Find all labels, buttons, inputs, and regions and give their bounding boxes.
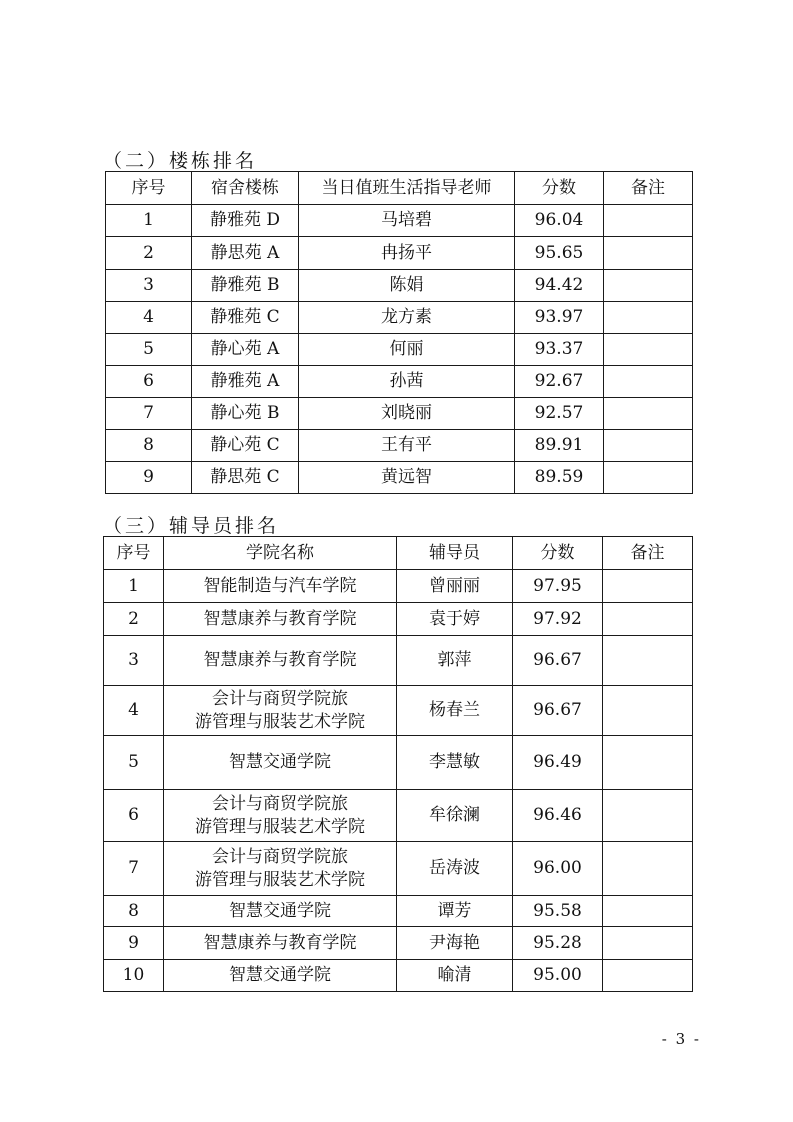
cell-person: 刘晓丽 [299,398,515,430]
cell-remarks [604,302,693,334]
cell-remarks [603,927,693,960]
cell-person: 马培碧 [299,205,515,237]
cell-score: 92.57 [515,398,604,430]
header-score: 分数 [513,537,603,570]
section-3-heading: （三）辅导员排名 [103,515,280,537]
cell-person: 陈娟 [299,270,515,302]
cell-index: 6 [106,366,192,398]
table-row [106,366,693,398]
cell-name: 静雅苑 B [192,270,299,302]
cell-name: 静雅苑 C [192,302,299,334]
cell-index: 5 [106,334,192,366]
cell-score: 94.42 [515,270,604,302]
cell-score: 96.00 [513,842,603,896]
cell-score: 95.65 [515,237,604,270]
cell-index: 1 [106,205,192,237]
cell-person: 谭芳 [397,896,513,927]
table-row [104,842,693,896]
cell-score: 89.59 [515,462,604,494]
cell-score: 93.97 [515,302,604,334]
cell-remarks [603,960,693,992]
cell-score: 96.46 [513,790,603,842]
cell-name: 静心苑 B [192,398,299,430]
cell-remarks [604,398,693,430]
table-row [106,237,693,270]
counselor-ranking-body [104,570,693,992]
cell-remarks [604,430,693,462]
cell-name: 静雅苑 A [192,366,299,398]
table-row [104,636,693,686]
cell-remarks [603,603,693,636]
cell-name: 静思苑 C [192,462,299,494]
cell-name: 会计与商贸学院旅 游管理与服装艺术学院 [164,686,397,736]
cell-index: 1 [104,570,164,603]
cell-remarks [603,842,693,896]
table-row [104,686,693,736]
table-row [104,736,693,790]
header-remarks: 备注 [603,537,693,570]
cell-name: 智慧交通学院 [164,896,397,927]
table-header-row [106,172,693,205]
table-row [106,334,693,366]
table-row [106,398,693,430]
cell-person: 孙茜 [299,366,515,398]
cell-person: 牟徐澜 [397,790,513,842]
cell-person: 曾丽丽 [397,570,513,603]
cell-index: 2 [106,237,192,270]
building-ranking-body [106,205,693,494]
header-index: 序号 [104,537,164,570]
cell-remarks [603,896,693,927]
table-row [106,205,693,237]
cell-name: 静雅苑 D [192,205,299,237]
cell-person: 龙方素 [299,302,515,334]
table-header-row [104,537,693,570]
header-counselor: 辅导员 [397,537,513,570]
cell-name: 静思苑 A [192,237,299,270]
cell-remarks [604,334,693,366]
cell-person: 李慧敏 [397,736,513,790]
cell-index: 7 [106,398,192,430]
cell-person: 尹海艳 [397,927,513,960]
header-index: 序号 [106,172,192,205]
table-row [106,462,693,494]
cell-index: 3 [104,636,164,686]
cell-index: 6 [104,790,164,842]
cell-remarks [603,790,693,842]
cell-index: 2 [104,603,164,636]
cell-remarks [604,237,693,270]
table-row [104,896,693,927]
header-remarks: 备注 [604,172,693,205]
cell-person: 郭萍 [397,636,513,686]
cell-name: 智慧交通学院 [164,960,397,992]
header-college: 学院名称 [164,537,397,570]
cell-score: 97.95 [513,570,603,603]
section-2-heading: （二）楼栋排名 [103,150,258,172]
cell-person: 喻清 [397,960,513,992]
cell-index: 10 [104,960,164,992]
cell-index: 4 [104,686,164,736]
cell-index: 9 [106,462,192,494]
cell-remarks [603,736,693,790]
table-row [104,603,693,636]
cell-remarks [603,636,693,686]
cell-name: 智慧交通学院 [164,736,397,790]
cell-remarks [603,686,693,736]
cell-person: 杨春兰 [397,686,513,736]
header-teacher: 当日值班生活指导老师 [299,172,515,205]
table-row [106,430,693,462]
cell-index: 8 [106,430,192,462]
cell-name: 智慧康养与教育学院 [164,927,397,960]
cell-person: 冉扬平 [299,237,515,270]
cell-remarks [604,205,693,237]
cell-remarks [604,366,693,398]
cell-name: 智能制造与汽车学院 [164,570,397,603]
cell-name: 会计与商贸学院旅 游管理与服装艺术学院 [164,790,397,842]
cell-remarks [604,462,693,494]
cell-score: 92.67 [515,366,604,398]
table-row [104,570,693,603]
table-row [104,790,693,842]
counselor-ranking-table [103,536,693,992]
cell-score: 95.28 [513,927,603,960]
cell-score: 96.67 [513,686,603,736]
cell-index: 8 [104,896,164,927]
cell-name: 静心苑 C [192,430,299,462]
table-row [106,302,693,334]
header-building: 宿舍楼栋 [192,172,299,205]
cell-remarks [604,270,693,302]
cell-name: 会计与商贸学院旅 游管理与服装艺术学院 [164,842,397,896]
page-number: - 3 - [661,1030,701,1048]
cell-index: 7 [104,842,164,896]
cell-score: 93.37 [515,334,604,366]
table-row [104,927,693,960]
cell-index: 4 [106,302,192,334]
cell-name: 智慧康养与教育学院 [164,603,397,636]
table-row [104,960,693,992]
cell-score: 95.00 [513,960,603,992]
cell-index: 9 [104,927,164,960]
cell-score: 89.91 [515,430,604,462]
cell-person: 王有平 [299,430,515,462]
cell-index: 3 [106,270,192,302]
building-ranking-table [105,171,693,494]
cell-score: 95.58 [513,896,603,927]
table-row [106,270,693,302]
cell-score: 96.67 [513,636,603,686]
cell-score: 96.49 [513,736,603,790]
cell-score: 97.92 [513,603,603,636]
cell-person: 岳涛波 [397,842,513,896]
cell-name: 智慧康养与教育学院 [164,636,397,686]
cell-remarks [603,570,693,603]
header-score: 分数 [515,172,604,205]
cell-person: 黄远智 [299,462,515,494]
cell-name: 静心苑 A [192,334,299,366]
cell-score: 96.04 [515,205,604,237]
cell-person: 何丽 [299,334,515,366]
cell-person: 袁于婷 [397,603,513,636]
cell-index: 5 [104,736,164,790]
